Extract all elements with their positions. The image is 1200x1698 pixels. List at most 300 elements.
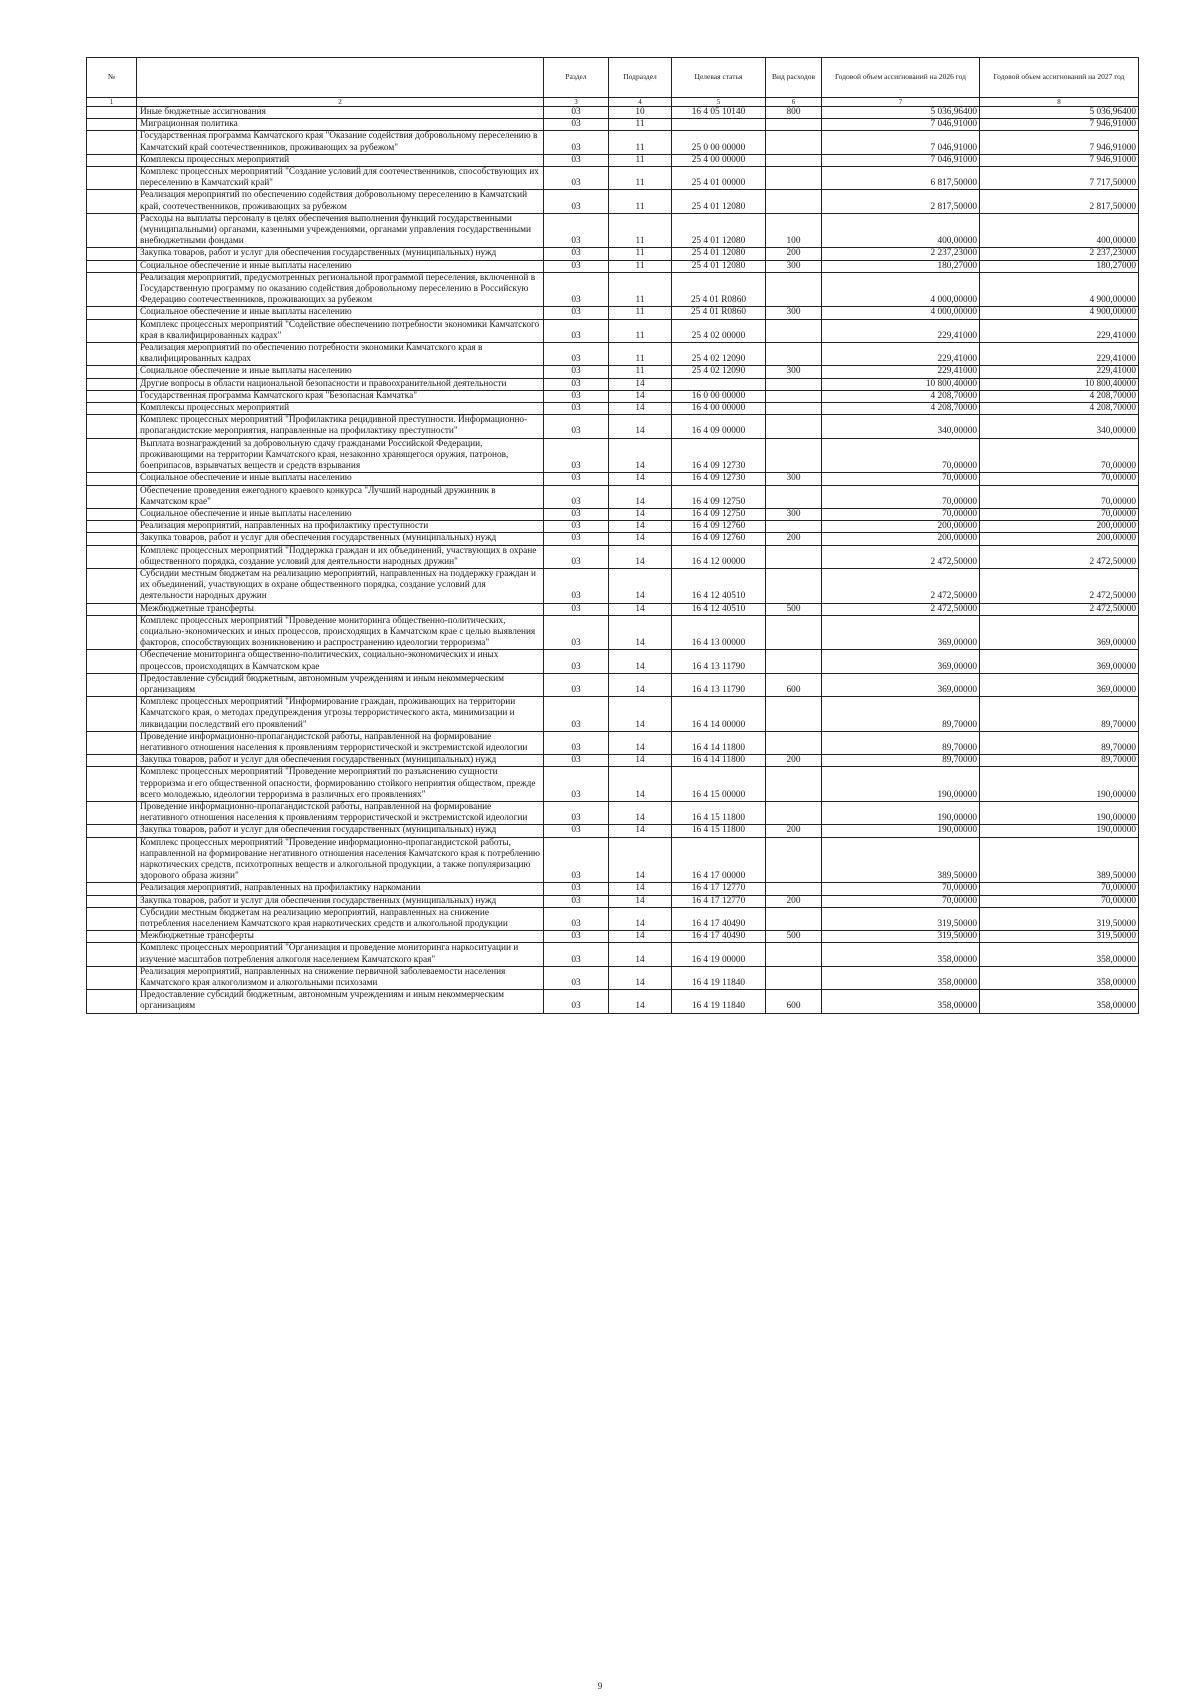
row-podrazdel-cell: 10 bbox=[609, 107, 672, 119]
row-podrazdel-cell: 11 bbox=[609, 366, 672, 378]
row-target-article-cell bbox=[672, 119, 766, 131]
row-name-cell: Обеспечение мониторинга общественно-политических, социально-экономических и иных процессов, происходящих в Камчатском крае bbox=[137, 650, 544, 673]
row-name-cell: Миграционная политика bbox=[137, 119, 544, 131]
row-podrazdel-cell: 11 bbox=[609, 167, 672, 190]
table-row bbox=[87, 883, 1139, 895]
row-razdel-cell: 03 bbox=[544, 190, 609, 213]
row-amount-2027-cell: 4 900,00000 bbox=[980, 307, 1139, 319]
row-name-cell: Социальное обеспечение и иные выплаты населению bbox=[137, 260, 544, 272]
column-number: 1 bbox=[87, 98, 137, 107]
row-podrazdel-cell: 14 bbox=[609, 883, 672, 895]
row-expense-type-cell bbox=[766, 319, 822, 342]
row-razdel-cell: 03 bbox=[544, 508, 609, 520]
row-amount-2027-cell: 200,00000 bbox=[980, 521, 1139, 533]
row-razdel-cell: 03 bbox=[544, 731, 609, 754]
row-podrazdel-cell: 14 bbox=[609, 990, 672, 1013]
row-amount-2026-cell: 319,50000 bbox=[822, 907, 980, 930]
row-podrazdel-cell: 14 bbox=[609, 673, 672, 696]
row-target-article-cell: 16 4 12 00000 bbox=[672, 545, 766, 568]
row-amount-2027-cell: 70,00000 bbox=[980, 438, 1139, 473]
budget-table-page bbox=[86, 57, 1138, 1014]
row-podrazdel-cell: 14 bbox=[609, 767, 672, 802]
row-podrazdel-cell: 14 bbox=[609, 837, 672, 883]
row-target-article-cell: 25 0 00 00000 bbox=[672, 131, 766, 154]
table-row bbox=[87, 755, 1139, 767]
row-number-cell bbox=[87, 167, 137, 190]
table-row bbox=[87, 545, 1139, 568]
row-expense-type-cell: 600 bbox=[766, 990, 822, 1013]
row-name-cell: Проведение информационно-пропагандистской работы, направленной на формирование негативного отношения населения к проявлениям террористической и экстремистской идеологии bbox=[137, 801, 544, 824]
row-podrazdel-cell: 11 bbox=[609, 307, 672, 319]
row-number-cell bbox=[87, 415, 137, 438]
row-podrazdel-cell: 11 bbox=[609, 131, 672, 154]
row-expense-type-cell bbox=[766, 190, 822, 213]
row-razdel-cell: 03 bbox=[544, 131, 609, 154]
row-expense-type-cell: 300 bbox=[766, 260, 822, 272]
row-name-cell: Социальное обеспечение и иные выплаты населению bbox=[137, 473, 544, 485]
table-row bbox=[87, 307, 1139, 319]
row-expense-type-cell bbox=[766, 883, 822, 895]
row-amount-2027-cell: 369,00000 bbox=[980, 615, 1139, 650]
table-row bbox=[87, 366, 1139, 378]
row-amount-2026-cell: 369,00000 bbox=[822, 673, 980, 696]
table-row bbox=[87, 438, 1139, 473]
row-number-cell bbox=[87, 154, 137, 166]
row-amount-2026-cell: 4 208,70000 bbox=[822, 390, 980, 402]
row-razdel-cell: 03 bbox=[544, 485, 609, 508]
row-number-cell bbox=[87, 545, 137, 568]
row-podrazdel-cell: 14 bbox=[609, 755, 672, 767]
row-target-article-cell: 16 4 09 12750 bbox=[672, 508, 766, 520]
row-razdel-cell: 03 bbox=[544, 650, 609, 673]
row-expense-type-cell bbox=[766, 438, 822, 473]
row-expense-type-cell bbox=[766, 167, 822, 190]
row-target-article-cell: 16 4 14 00000 bbox=[672, 697, 766, 732]
row-name-cell: Комплекс процессных мероприятий "Поддержка граждан и их объединений, участвующих в охране общественного порядка, создание условий для деятельности народных дружин" bbox=[137, 545, 544, 568]
row-podrazdel-cell: 14 bbox=[609, 473, 672, 485]
row-razdel-cell: 03 bbox=[544, 990, 609, 1013]
row-number-cell bbox=[87, 508, 137, 520]
column-number: 5 bbox=[672, 98, 766, 107]
row-razdel-cell: 03 bbox=[544, 154, 609, 166]
table-body bbox=[87, 107, 1139, 1014]
row-podrazdel-cell: 14 bbox=[609, 731, 672, 754]
row-razdel-cell: 03 bbox=[544, 825, 609, 837]
row-target-article-cell: 25 4 02 12090 bbox=[672, 343, 766, 366]
table-row bbox=[87, 943, 1139, 966]
row-razdel-cell: 03 bbox=[544, 767, 609, 802]
row-expense-type-cell bbox=[766, 568, 822, 603]
row-razdel-cell: 03 bbox=[544, 415, 609, 438]
row-expense-type-cell bbox=[766, 907, 822, 930]
row-razdel-cell: 03 bbox=[544, 545, 609, 568]
row-razdel-cell: 03 bbox=[544, 603, 609, 615]
table-row bbox=[87, 403, 1139, 415]
row-number-cell bbox=[87, 673, 137, 696]
row-amount-2027-cell: 319,50000 bbox=[980, 931, 1139, 943]
row-number-cell bbox=[87, 767, 137, 802]
row-name-cell: Государственная программа Камчатского края "Безопасная Камчатка" bbox=[137, 390, 544, 402]
row-amount-2027-cell: 400,00000 bbox=[980, 213, 1139, 248]
row-expense-type-cell: 300 bbox=[766, 307, 822, 319]
row-expense-type-cell bbox=[766, 272, 822, 307]
row-number-cell bbox=[87, 272, 137, 307]
table-row bbox=[87, 390, 1139, 402]
row-razdel-cell: 03 bbox=[544, 248, 609, 260]
row-number-cell bbox=[87, 895, 137, 907]
row-podrazdel-cell: 14 bbox=[609, 508, 672, 520]
row-expense-type-cell bbox=[766, 378, 822, 390]
row-amount-2026-cell: 369,00000 bbox=[822, 615, 980, 650]
column-number-row bbox=[87, 98, 1139, 107]
row-expense-type-cell: 300 bbox=[766, 508, 822, 520]
row-number-cell bbox=[87, 801, 137, 824]
row-expense-type-cell bbox=[766, 615, 822, 650]
row-expense-type-cell bbox=[766, 801, 822, 824]
row-name-cell: Комплекс процессных мероприятий "Проведение мероприятий по разъяснению сущности терроризма и его общественной опасности, формированию стойкого неприятия обществом, прежде всего молодежью, идеологии терроризма в различных его проявлениях" bbox=[137, 767, 544, 802]
row-amount-2027-cell: 5 036,96400 bbox=[980, 107, 1139, 119]
row-razdel-cell: 03 bbox=[544, 438, 609, 473]
row-number-cell bbox=[87, 697, 137, 732]
row-razdel-cell: 03 bbox=[544, 673, 609, 696]
row-amount-2027-cell: 2 472,50000 bbox=[980, 603, 1139, 615]
row-razdel-cell: 03 bbox=[544, 521, 609, 533]
table-row bbox=[87, 837, 1139, 883]
row-number-cell bbox=[87, 755, 137, 767]
row-expense-type-cell: 200 bbox=[766, 895, 822, 907]
row-amount-2027-cell: 389,50000 bbox=[980, 837, 1139, 883]
row-number-cell bbox=[87, 825, 137, 837]
row-razdel-cell: 03 bbox=[544, 272, 609, 307]
row-name-cell: Комплекс процессных мероприятий "Организация и проведение мониторинга наркоситуации и изучение масштабов потребления алкоголя населением Камчатского края" bbox=[137, 943, 544, 966]
row-target-article-cell: 16 0 00 00000 bbox=[672, 390, 766, 402]
row-target-article-cell: 16 4 09 12760 bbox=[672, 521, 766, 533]
row-target-article-cell: 16 4 15 11800 bbox=[672, 801, 766, 824]
row-target-article-cell: 16 4 13 11790 bbox=[672, 673, 766, 696]
row-target-article-cell: 16 4 13 00000 bbox=[672, 615, 766, 650]
row-number-cell bbox=[87, 837, 137, 883]
row-target-article-cell: 16 4 12 40510 bbox=[672, 603, 766, 615]
row-amount-2026-cell: 70,00000 bbox=[822, 508, 980, 520]
row-expense-type-cell bbox=[766, 521, 822, 533]
row-podrazdel-cell: 11 bbox=[609, 343, 672, 366]
table-row bbox=[87, 378, 1139, 390]
row-amount-2027-cell: 70,00000 bbox=[980, 895, 1139, 907]
page-number: 9 bbox=[597, 1681, 603, 1691]
row-razdel-cell: 03 bbox=[544, 260, 609, 272]
row-number-cell bbox=[87, 473, 137, 485]
row-podrazdel-cell: 11 bbox=[609, 248, 672, 260]
row-name-cell: Закупка товаров, работ и услуг для обеспечения государственных (муниципальных) нужд bbox=[137, 755, 544, 767]
row-podrazdel-cell: 11 bbox=[609, 154, 672, 166]
row-podrazdel-cell: 14 bbox=[609, 825, 672, 837]
row-amount-2027-cell: 7 946,91000 bbox=[980, 131, 1139, 154]
table-row bbox=[87, 615, 1139, 650]
row-number-cell bbox=[87, 213, 137, 248]
row-name-cell: Субсидии местным бюджетам на реализацию мероприятий, направленных на снижение потребления населением Камчатского края наркотических средств и алкогольной продукции bbox=[137, 907, 544, 930]
row-expense-type-cell bbox=[766, 731, 822, 754]
row-podrazdel-cell: 14 bbox=[609, 697, 672, 732]
row-number-cell bbox=[87, 260, 137, 272]
row-number-cell bbox=[87, 366, 137, 378]
row-name-cell: Выплата вознаграждений за добровольную сдачу гражданами Российской Федерации, проживающими на территории Камчатского края, незаконно хранящегося оружия, патронов, боеприпасов, взрывчатых веществ и средств взрывания bbox=[137, 438, 544, 473]
table-row bbox=[87, 697, 1139, 732]
row-razdel-cell: 03 bbox=[544, 801, 609, 824]
row-podrazdel-cell: 14 bbox=[609, 521, 672, 533]
row-razdel-cell: 03 bbox=[544, 319, 609, 342]
row-name-cell: Реализация мероприятий, направленных на профилактику наркомании bbox=[137, 883, 544, 895]
row-razdel-cell: 03 bbox=[544, 533, 609, 545]
row-amount-2027-cell: 4 900,00000 bbox=[980, 272, 1139, 307]
row-amount-2026-cell: 180,27000 bbox=[822, 260, 980, 272]
row-name-cell: Комплекс процессных мероприятий "Профилактика рецидивной преступности. Информационно-пропагандистские мероприятия, направленные на профилактику преступности" bbox=[137, 415, 544, 438]
column-number: 6 bbox=[766, 98, 822, 107]
row-number-cell bbox=[87, 603, 137, 615]
row-number-cell bbox=[87, 521, 137, 533]
row-amount-2027-cell: 89,70000 bbox=[980, 731, 1139, 754]
row-expense-type-cell bbox=[766, 943, 822, 966]
row-amount-2026-cell: 6 817,50000 bbox=[822, 167, 980, 190]
row-expense-type-cell bbox=[766, 837, 822, 883]
row-name-cell: Комплексы процессных мероприятий bbox=[137, 154, 544, 166]
table-row bbox=[87, 650, 1139, 673]
row-expense-type-cell: 200 bbox=[766, 248, 822, 260]
row-razdel-cell: 03 bbox=[544, 167, 609, 190]
table-row bbox=[87, 907, 1139, 930]
row-target-article-cell: 16 4 17 12770 bbox=[672, 883, 766, 895]
row-number-cell bbox=[87, 615, 137, 650]
row-name-cell: Социальное обеспечение и иные выплаты населению bbox=[137, 307, 544, 319]
row-amount-2026-cell: 4 208,70000 bbox=[822, 403, 980, 415]
row-podrazdel-cell: 14 bbox=[609, 415, 672, 438]
row-razdel-cell: 03 bbox=[544, 366, 609, 378]
row-amount-2027-cell: 229,41000 bbox=[980, 366, 1139, 378]
row-amount-2027-cell: 70,00000 bbox=[980, 508, 1139, 520]
table-row bbox=[87, 415, 1139, 438]
row-number-cell bbox=[87, 533, 137, 545]
row-expense-type-cell: 200 bbox=[766, 825, 822, 837]
row-amount-2027-cell: 7 717,50000 bbox=[980, 167, 1139, 190]
row-target-article-cell: 16 4 14 11800 bbox=[672, 731, 766, 754]
table-row bbox=[87, 107, 1139, 119]
row-number-cell bbox=[87, 378, 137, 390]
row-target-article-cell: 16 4 09 12760 bbox=[672, 533, 766, 545]
row-name-cell: Межбюджетные трансферты bbox=[137, 931, 544, 943]
row-razdel-cell: 03 bbox=[544, 107, 609, 119]
row-target-article-cell: 16 4 14 11800 bbox=[672, 755, 766, 767]
row-name-cell: Другие вопросы в области национальной безопасности и правоохранительной деятельности bbox=[137, 378, 544, 390]
row-amount-2026-cell: 319,50000 bbox=[822, 931, 980, 943]
row-target-article-cell: 16 4 09 12750 bbox=[672, 485, 766, 508]
row-amount-2026-cell: 358,00000 bbox=[822, 966, 980, 989]
row-podrazdel-cell: 14 bbox=[609, 966, 672, 989]
row-amount-2027-cell: 7 946,91000 bbox=[980, 154, 1139, 166]
row-amount-2027-cell: 70,00000 bbox=[980, 883, 1139, 895]
row-name-cell: Комплекс процессных мероприятий "Содействие обеспечению потребности экономики Камчатского края в квалифицированных кадрах" bbox=[137, 319, 544, 342]
row-podrazdel-cell: 14 bbox=[609, 545, 672, 568]
row-expense-type-cell: 500 bbox=[766, 931, 822, 943]
table-row bbox=[87, 167, 1139, 190]
row-razdel-cell: 03 bbox=[544, 931, 609, 943]
row-amount-2026-cell: 5 036,96400 bbox=[822, 107, 980, 119]
row-name-cell: Реализация мероприятий, предусмотренных региональной программой переселения, включенной в Государственную программу по оказанию содействия добровольному переселению в Российскую Федерацию соотечественников, проживающих за рубежом bbox=[137, 272, 544, 307]
header-target-article: Целевая статья bbox=[672, 58, 766, 98]
row-number-cell bbox=[87, 931, 137, 943]
row-name-cell: Социальное обеспечение и иные выплаты населению bbox=[137, 366, 544, 378]
row-amount-2026-cell: 190,00000 bbox=[822, 825, 980, 837]
header-number: № bbox=[87, 58, 137, 98]
row-razdel-cell: 03 bbox=[544, 837, 609, 883]
row-expense-type-cell bbox=[766, 415, 822, 438]
row-podrazdel-cell: 14 bbox=[609, 403, 672, 415]
row-razdel-cell: 03 bbox=[544, 755, 609, 767]
row-name-cell: Закупка товаров, работ и услуг для обеспечения государственных (муниципальных) нужд bbox=[137, 248, 544, 260]
column-number: 7 bbox=[822, 98, 980, 107]
row-razdel-cell: 03 bbox=[544, 943, 609, 966]
row-expense-type-cell: 300 bbox=[766, 366, 822, 378]
row-number-cell bbox=[87, 343, 137, 366]
row-amount-2026-cell: 89,70000 bbox=[822, 731, 980, 754]
row-number-cell bbox=[87, 107, 137, 119]
row-amount-2026-cell: 229,41000 bbox=[822, 366, 980, 378]
table-row bbox=[87, 213, 1139, 248]
row-amount-2026-cell: 2 472,50000 bbox=[822, 603, 980, 615]
row-name-cell: Комплекс процессных мероприятий "Создание условий для соотечественников, способствующих их переселению в Камчатский край" bbox=[137, 167, 544, 190]
row-name-cell: Комплекс процессных мероприятий "Проведение информационно-пропагандистской работы, направленной на формирование негативного отношения населения Камчатского края к потреблению наркотических средств, психотропных веществ и алкогольной продукции, а также популяризацию здорового образа жизни" bbox=[137, 837, 544, 883]
row-amount-2026-cell: 4 000,00000 bbox=[822, 307, 980, 319]
row-podrazdel-cell: 14 bbox=[609, 438, 672, 473]
row-number-cell bbox=[87, 390, 137, 402]
row-amount-2026-cell: 70,00000 bbox=[822, 895, 980, 907]
row-amount-2027-cell: 70,00000 bbox=[980, 485, 1139, 508]
row-name-cell: Комплексы процессных мероприятий bbox=[137, 403, 544, 415]
row-amount-2026-cell: 2 237,23000 bbox=[822, 248, 980, 260]
table-row bbox=[87, 568, 1139, 603]
row-name-cell: Социальное обеспечение и иные выплаты населению bbox=[137, 508, 544, 520]
row-amount-2027-cell: 4 208,70000 bbox=[980, 390, 1139, 402]
row-podrazdel-cell: 14 bbox=[609, 485, 672, 508]
row-amount-2027-cell: 2 472,50000 bbox=[980, 545, 1139, 568]
table-row bbox=[87, 966, 1139, 989]
row-amount-2026-cell: 2 817,50000 bbox=[822, 190, 980, 213]
row-number-cell bbox=[87, 119, 137, 131]
row-amount-2026-cell: 389,50000 bbox=[822, 837, 980, 883]
row-amount-2026-cell: 229,41000 bbox=[822, 319, 980, 342]
row-amount-2026-cell: 7 046,91000 bbox=[822, 154, 980, 166]
table-row bbox=[87, 990, 1139, 1013]
row-razdel-cell: 03 bbox=[544, 966, 609, 989]
row-razdel-cell: 03 bbox=[544, 307, 609, 319]
header-razdel: Раздел bbox=[544, 58, 609, 98]
row-podrazdel-cell: 14 bbox=[609, 931, 672, 943]
row-podrazdel-cell: 14 bbox=[609, 603, 672, 615]
row-amount-2026-cell: 190,00000 bbox=[822, 801, 980, 824]
table-row bbox=[87, 190, 1139, 213]
row-amount-2027-cell: 10 800,40000 bbox=[980, 378, 1139, 390]
row-expense-type-cell bbox=[766, 650, 822, 673]
row-razdel-cell: 03 bbox=[544, 390, 609, 402]
row-target-article-cell: 16 4 09 00000 bbox=[672, 415, 766, 438]
row-amount-2026-cell: 2 472,50000 bbox=[822, 568, 980, 603]
row-target-article-cell: 16 4 19 11840 bbox=[672, 966, 766, 989]
row-number-cell bbox=[87, 403, 137, 415]
row-target-article-cell bbox=[672, 378, 766, 390]
row-target-article-cell: 16 4 19 00000 bbox=[672, 943, 766, 966]
row-podrazdel-cell: 14 bbox=[609, 907, 672, 930]
row-expense-type-cell: 200 bbox=[766, 533, 822, 545]
row-number-cell bbox=[87, 131, 137, 154]
row-amount-2027-cell: 89,70000 bbox=[980, 755, 1139, 767]
row-amount-2026-cell: 190,00000 bbox=[822, 767, 980, 802]
row-amount-2026-cell: 4 000,00000 bbox=[822, 272, 980, 307]
row-expense-type-cell: 300 bbox=[766, 473, 822, 485]
row-podrazdel-cell: 14 bbox=[609, 568, 672, 603]
row-number-cell bbox=[87, 438, 137, 473]
row-razdel-cell: 03 bbox=[544, 473, 609, 485]
row-amount-2026-cell: 10 800,40000 bbox=[822, 378, 980, 390]
row-name-cell: Иные бюджетные ассигнования bbox=[137, 107, 544, 119]
row-number-cell bbox=[87, 190, 137, 213]
row-razdel-cell: 03 bbox=[544, 568, 609, 603]
row-amount-2026-cell: 400,00000 bbox=[822, 213, 980, 248]
row-razdel-cell: 03 bbox=[544, 343, 609, 366]
column-number: 3 bbox=[544, 98, 609, 107]
row-name-cell: Комплекс процессных мероприятий "Информирование граждан, проживающих на территории Камчатского края, о методах предупреждения угрозы террористического акта, минимизации и ликвидации последствий его проявлений" bbox=[137, 697, 544, 732]
row-podrazdel-cell: 14 bbox=[609, 390, 672, 402]
table-row bbox=[87, 485, 1139, 508]
table-row bbox=[87, 131, 1139, 154]
row-name-cell: Проведение информационно-пропагандистской работы, направленной на формирование негативного отношения населения к проявлениям террористической и экстремистской идеологии bbox=[137, 731, 544, 754]
row-podrazdel-cell: 11 bbox=[609, 319, 672, 342]
row-name-cell: Реализация мероприятий, направленных на профилактику преступности bbox=[137, 521, 544, 533]
budget-table bbox=[86, 57, 1139, 1014]
table-row bbox=[87, 154, 1139, 166]
row-expense-type-cell bbox=[766, 390, 822, 402]
row-podrazdel-cell: 14 bbox=[609, 801, 672, 824]
row-amount-2027-cell: 369,00000 bbox=[980, 673, 1139, 696]
row-target-article-cell: 16 4 17 12770 bbox=[672, 895, 766, 907]
row-name-cell: Государственная программа Камчатского края "Оказание содействия добровольному переселению в Камчатский край соотечественников, проживающих за рубежом" bbox=[137, 131, 544, 154]
row-podrazdel-cell: 14 bbox=[609, 943, 672, 966]
row-target-article-cell: 16 4 15 00000 bbox=[672, 767, 766, 802]
table-row bbox=[87, 119, 1139, 131]
row-name-cell: Реализация мероприятий по обеспечению содействия добровольному переселению в Камчатский край, соотечественников, проживающих за рубежом bbox=[137, 190, 544, 213]
row-target-article-cell: 16 4 05 10140 bbox=[672, 107, 766, 119]
row-target-article-cell: 25 4 02 12090 bbox=[672, 366, 766, 378]
row-expense-type-cell bbox=[766, 767, 822, 802]
row-target-article-cell: 25 4 01 00000 bbox=[672, 167, 766, 190]
row-name-cell: Субсидии местным бюджетам на реализацию мероприятий, направленных на поддержку граждан и их объединений, участвующих в охране общественного порядка, создание условий для деятельности народных дружин bbox=[137, 568, 544, 603]
column-number: 2 bbox=[137, 98, 544, 107]
row-target-article-cell: 25 4 01 12080 bbox=[672, 190, 766, 213]
row-expense-type-cell bbox=[766, 966, 822, 989]
header-podrazdel: Подраздел bbox=[609, 58, 672, 98]
row-podrazdel-cell: 11 bbox=[609, 119, 672, 131]
row-amount-2026-cell: 358,00000 bbox=[822, 990, 980, 1013]
row-target-article-cell: 25 4 00 00000 bbox=[672, 154, 766, 166]
row-target-article-cell: 16 4 00 00000 bbox=[672, 403, 766, 415]
row-number-cell bbox=[87, 307, 137, 319]
row-name-cell: Реализация мероприятий по обеспечению потребности экономики Камчатского края в квалифицированных кадрах bbox=[137, 343, 544, 366]
row-podrazdel-cell: 11 bbox=[609, 272, 672, 307]
row-amount-2026-cell: 70,00000 bbox=[822, 883, 980, 895]
row-target-article-cell: 16 4 17 40490 bbox=[672, 931, 766, 943]
table-row bbox=[87, 319, 1139, 342]
row-number-cell bbox=[87, 966, 137, 989]
row-number-cell bbox=[87, 568, 137, 603]
row-name-cell: Закупка товаров, работ и услуг для обеспечения государственных (муниципальных) нужд bbox=[137, 825, 544, 837]
row-name-cell: Закупка товаров, работ и услуг для обеспечения государственных (муниципальных) нужд bbox=[137, 895, 544, 907]
